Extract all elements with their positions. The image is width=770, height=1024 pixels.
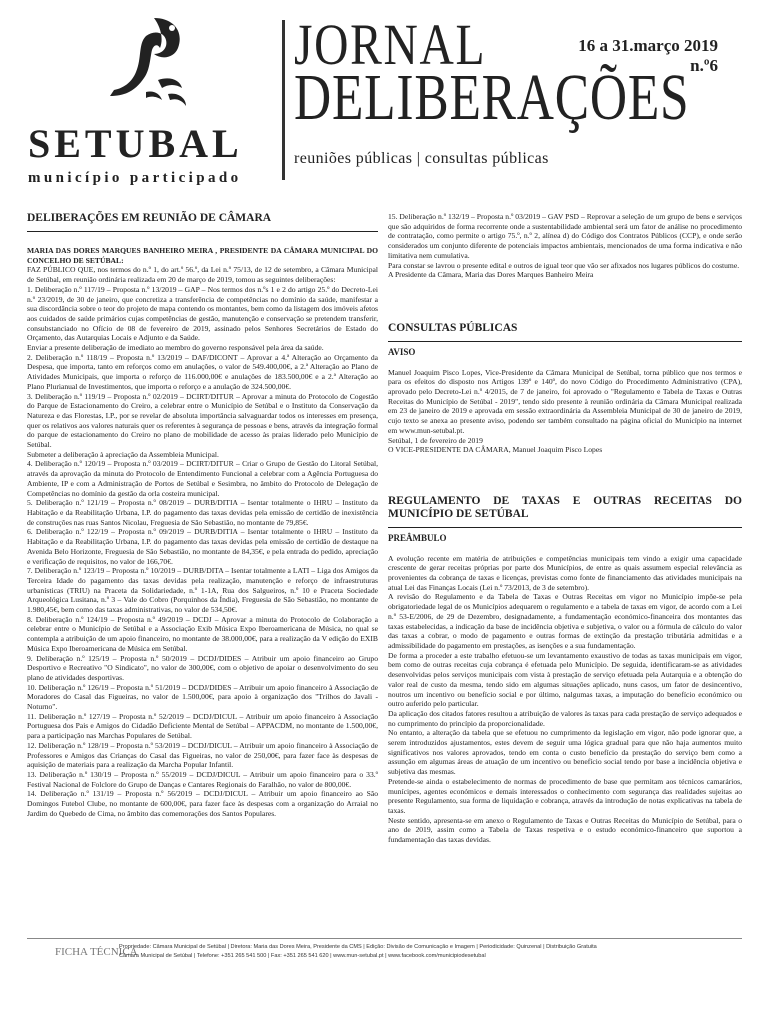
aviso-signature: O VICE-PRESIDENTE DA CÂMARA, Manuel Joaquim Pisco Lopes xyxy=(388,445,603,455)
right-column xyxy=(388,212,742,845)
president-signature: A Presidente da Câmara, Maria das Dores Marques Banheiro Meira xyxy=(388,270,594,280)
section-heading-consultas: CONSULTAS PÚBLICAS xyxy=(388,321,518,334)
deliberation-paragraph: Submeter a deliberação à apreciação da Assembleia Municipal. xyxy=(27,449,219,459)
brand-name: SETUBAL xyxy=(28,121,243,166)
section-heading-deliberacoes: DELIBERAÇÕES EM REUNIÃO DE CÂMARA xyxy=(27,212,272,224)
deliberation-paragraph: 5. Deliberação n.º 121/19 – Proposta n.º 08/2019 – DURB/DITIA – Isentar totalmente o IHRU – Instituto da Habitação e da Reabilitação Urbana, I.P. do pagamento das taxas devidas pela emissão de certidão de inexistência de construções nas ruas Santos Nicolau, Freguesia de São Sebastião, no montante de 79,85€. xyxy=(27,498,378,527)
preambulo-paragraph: De forma a proceder a este trabalho efetuou-se um levantamento exaustivo de todas as taxas municipais em vigor, bem como de outras receitas cuja cobrança é efetuada pelo Município. De seguida, identificaram-se as atividades desenvolvidas pelos serviços municipais com vista à prestação de serviço efetuada pela Autarquia e a obtenção do valor real de custo da mesma, tendo sido em algumas situações aplicado, nuns casos, um fator de desincentivo, noutros um incentivo ou benefício social e por último, nalgumas taxas, a imputação do benefício económico ou outro auferido pelo particular. xyxy=(388,650,742,709)
issue-date: 16 a 31.março 2019 xyxy=(578,36,718,55)
brand-tagline: município participado xyxy=(28,170,242,186)
ficha-tecnica xyxy=(27,938,742,970)
ficha-label: FICHA TÉCNICA xyxy=(55,946,138,958)
deliberation-paragraph: 4. Deliberação n.º 120/19 – Proposta n.º 03/2019 – DCIRT/DITUR – Criar o Grupo de Gestão do Litoral Setúbal, através da aprovação da minuta do Protocolo de Entendimento Funcional a celebrar com a Agência Portuguesa do Ambiente, IP e com a Administração de Portos de Setúbal e Sesimbra, no âmbito do Protocolo de Delegação de Competências no domínio da gestão da orla costeira municipal. xyxy=(27,459,378,498)
footer-line-1: Propriedade: Câmara Municipal de Setúbal | Diretora: Maria das Dores Meira, Presidente da CMS | Edição: Divisão de Comunicação e Imagem | Periodicidade: Quinzenal | Distribuição Gratuita xyxy=(119,944,597,950)
deliberation-15: 15. Deliberação n.º 132/19 – Proposta n.º 03/2019 – GAV PSD – Reprovar a seleção de um grupo de bens e serviços que são adquiridos de forma recorrente onde a sustentabilidade ambiental será um fator de análise no procedimento de contratação, como permite o artigo 75.º, n.º 2, alínea d) do Código dos Contratos Públicos (CCP), e onde serão considerados um conjunto diferente de potenciais impactos ambientais, mencionados de uma forma indicativa e não limitativa nem cumulativa. xyxy=(388,212,742,260)
left-column xyxy=(27,212,378,818)
journal-title-line1: JORNAL xyxy=(294,12,487,77)
deliberation-paragraph: 11. Deliberação n.º 127/19 – Proposta n.º 52/2019 – DCDJ/DICUL – Atribuir um apoio financeiro à Associação Portuguesa dos Pais e Amigos do Cidadão Deficiente Mental de Setúbal – APPACDM, no montante de 1.500,00€, para a participação nas Marchas Populares de Setúbal. xyxy=(27,711,378,741)
masthead-divider xyxy=(282,20,285,180)
deliberation-paragraph: 13. Deliberação n.º 130/19 – Proposta n.º 55/2019 – DCDJ/DICUL – Atribuir um apoio financeiro para o 33.º Festival Nacional de Folclore do Grupo de Danças e Cantares Regionais do Faralhão, no valor de 800,00€. xyxy=(27,769,378,789)
deliberation-paragraph: Enviar a presente deliberação de imediato ao membro do governo responsável pela área da saúde. xyxy=(27,343,324,353)
preambulo-paragraph: A revisão do Regulamento e da Tabela de Taxas e Outras Receitas em vigor no Município impõe-se pela obrigatoriedade legal de os Municípios adequarem o regulamento e a tabela de taxas em vigor, de acordo com a Lei n.º 53-E/2006, de 29 de Dezembro, designadamente, a fundamentação económico-financeira dos montantes das taxas estabelecidas, a indicação da base de incidência objetiva e subjetiva, o valor ou a fórmula de cálculo do valor das taxas a cobrar, o modo de pagamento e outras formas de extinção da prestação tributária admitidas e a admissibilidade do pagamento em prestações, as isenções e a sua fundamentação. xyxy=(388,592,742,650)
deliberation-paragraph: 2. Deliberação n.º 118/19 – Proposta n.º 13/2019 – DAF/DICONT – Aprovar a 4.ª Alteração ao Orçamento da Despesa, que importa, tanto em reforços como em anulações, o valor de 549.400,00€, a 2.ª Alteração ao Plano de Atividades Municipais, que importa o reforço de 116.000,00€ e anulações de 183.500,00€ e a 2.ª Alteração ao Plano Plurianual de Investimentos, que importa o reforço e a anulação de 324.500,00€. xyxy=(27,352,378,391)
deliberation-paragraph: 1. Deliberação n.º 117/19 – Proposta n.º 13/2019 – GAP – Nos termos dos n.ºs 1 e 2 do artigo 25.º do Decreto-Lei n.º 23/2019, de 30 de janeiro, que concretiza a transferência de competências no domínio da saúde, manifestar a sua discordância sobre o teor do projeto de mapa contendo os montantes, bem como da listagem dos imóveis afetos aos cuidados de saúde primários cujas competências de gestão, manutenção e conservação se pretendem transferir, consubstanciado no Ofício de 08 de fevereiro de 2019, assinado pelos Senhores Secretários de Estado do Orçamento, das Autarquias Locais e Adjunto e da Saúde. xyxy=(27,284,378,343)
deliberations-list xyxy=(27,265,378,818)
preambulo-heading: PREÂMBULO xyxy=(388,532,447,543)
deliberation-paragraph: 10. Deliberação n.º 126/19 – Proposta n.º 51/2019 – DCDJ/DIDES – Atribuir um apoio financeiro à Associação de Moradores do Casal das Figueiras, no valor de 1.500,00€, para apoio à organização dos "Trilhos do Javali - Noturno". xyxy=(27,682,378,712)
preambulo-text xyxy=(388,554,742,845)
preambulo-paragraph: Da aplicação dos citados fatores resultou a atribuição de valores às taxas para cada prestação de serviço adequados e no cumprimento do princípio da proporcionalidade. xyxy=(388,708,742,728)
aviso-date: Setúbal, 1 de fevereiro de 2019 xyxy=(388,435,483,445)
deliberation-paragraph: 14. Deliberação n.º 131/19 – Proposta n.º 56/2019 – DCDJ/DICUL – Atribuir um apoio financeiro ao São Domingos Futebol Clube, no montante de 600,00€, para fazer face às despesas com a organização do Arraial no Jardim do Quebedo de Cima, no âmbito das comemorações dos Santos Populares. xyxy=(27,789,378,818)
deliberation-paragraph: 6. Deliberação n.º 122/19 – Proposta n.º 09/2019 – DURB/DITIA – Isentar totalmente o IHRU – Instituto da Habitação e da Reabilitação Urbana, I.P. do pagamento das taxas devidas pela emissão de certidão de destaque na Avenida Belo Horizonte, Freguesia de São Sebastião, no montante de 84,35€, e pela entrada do pedido, apreciação e verificação de requisitos, no valor de 166,70€. xyxy=(27,527,378,566)
preambulo-paragraph: Pretende-se ainda o estabelecimento de normas de procedimento de base que permitam aos técnicos camarários, munícipes, agentes económicos e demais interessados o conhecimento com segurança das realidades sujeitas ao presente Regulamento, sua forma de liquidação e cobrança, através da introdução de notas explicativas na tabela de taxas. xyxy=(388,776,742,815)
deliberation-paragraph: FAZ PÚBLICO QUE, nos termos do n.º 1, do art.º 56.º, da Lei n.º 75/13, de 12 de setembro, a Câmara Municipal de Setúbal, em reunião ordinária realizada em 20 de março de 2019, tomou as seguintes deliberações: xyxy=(27,265,378,285)
divider xyxy=(388,341,742,342)
deliberation-paragraph: 8. Deliberação n.º 124/19 – Proposta n.º 49/2019 – DCDJ – Aprovar a minuta do Protocolo de Colaboração a celebrar entre o Município de Setúbal e a Associação Exib Música Expo Iberoamericana de Música, no qual se contempla a atribuição de um apoio financeiro, no montante de 38.000,00€, para a realização da V edição do EXIB Música Expo Iberoamericana de Música em Setúbal. xyxy=(27,614,378,653)
deliberation-paragraph: 9. Deliberação n.º 125/19 – Proposta n.º 50/2019 – DCDJ/DIDES – Atribuir um apoio financeiro ao Grupo Desportivo e Recreativo "O Sindicato", no valor de 300,00€, com o objetivo de apoiar o desenvolvimento do seu plano de atividades desportivas. xyxy=(27,653,378,682)
masthead xyxy=(0,0,770,200)
aviso-heading: AVISO xyxy=(388,346,416,357)
deliberation-paragraph: 3. Deliberação n.º 119/19 – Proposta n.º 02/2019 – DCIRT/DITUR – Aprovar a minuta do Protocolo de Cogestão do Parque de Estacionamento do Creiro, a celebrar entre o Município de Setúbal e o Instituto da Conservação da Natureza e das Florestas, I.P., por se revelar de absoluta importância salvaguardar todos os interesses em presença, quer os relativos aos valores naturais quer os referentes à segurança de pessoas e bens, através da integração formal do parque de estacionamento do Creiro no plano de mobilidade de acesso às praias liderado pelo Município de Setúbal. xyxy=(27,391,378,450)
setubal-logo xyxy=(18,14,280,194)
preambulo-paragraph: No entanto, a alteração da tabela que se efetuou no cumprimento da legislação em vigor, não pode ignorar que, a serem introduzidos ajustamentos, estes devem de seguir uma lógica gradual para que não haja aumentos muito significativos nos valores aprovados, tendo em conta o custo benefício da prestação do serviço bem como a assunção em algumas áreas de atuação de um incentivo ou benefício social tendo por base a incidência objetiva e subjetiva das mesmas. xyxy=(388,728,742,777)
divider xyxy=(27,231,378,232)
footer-details xyxy=(119,943,739,961)
bird-logo-icon xyxy=(96,14,206,124)
footer-line-2: Câmara Municipal de Setúbal | Telefone: +351 265 541 500 | Fax: +351 265 541 620 | www.mun-setubal.pt | www.facebook.com/municipiodesetubal xyxy=(119,953,486,959)
aviso-text: Manuel Joaquim Pisco Lopes, Vice-Presidente da Câmara Municipal de Setúbal, torna público que nos termos e para os efeitos do disposto nos Artigos 139º e 140º, do novo Código do Procedimento Administrativo (CPA), aprovado pelo Decreto-Lei n.º 4/2015, de 7 de janeiro, foi aprovado o "Regulamento e Tabela de Taxas e Outras Receitas do Município de Setúbal - 2019", tendo sido presente à reunião ordinária da Câmara Municipal realizada em 23 de janeiro de 2019 e aprovada em sessão extraordinária da Assembleia Municipal de 30 de janeiro de 2019, cujo texto se anexa ao presente aviso, podendo ser também consultado na página oficial do Município na internet em www.mun-setubal.pt. xyxy=(388,367,742,435)
divider xyxy=(388,527,742,528)
journal-subtitle: reuniões públicas | consultas públicas xyxy=(294,150,549,167)
preambulo-paragraph: Neste sentido, apresenta-se em anexo o Regulamento de Taxas e Outras Receitas do Município de Setúbal, para o ano de 2019, assim como a Tabela de Taxas respetiva e o estudo económico-financeiro que suportou a fundamentação das taxas devidas. xyxy=(388,815,742,845)
deliberation-paragraph: 12. Deliberação n.º 128/19 – Proposta n.º 53/2019 – DCDJ/DICUL – Atribuir um apoio financeiro à Associação de Professores e Amigos das Crianças do Casal das Figueiras, no valor de 250,00€, para fazer face às despesas de aquisição de materiais para a realização da Marcha Popular Infantil. xyxy=(27,740,378,770)
president-line: MARIA DAS DORES MARQUES BANHEIRO MEIRA , PRESIDENTE DA CÂMARA MUNICIPAL DO CONCELHO DE SETÚBAL: xyxy=(27,246,378,265)
preambulo-paragraph: A evolução recente em matéria de atribuições e competências municipais tem vindo a exigir uma capacidade crescente de gerar receitas próprias por parte dos Municípios, de entre as quais assumem especial relevância as provenientes da cobrança de taxas e licenças, previstas como fonte de financiamento das atividades municipais na atual Lei das Finanças Locais (Lei n.º 73/2013, de 3 de setembro). xyxy=(388,553,742,592)
issue-number: n.º6 xyxy=(690,56,718,75)
journal-title-line2: DELIBERAÇÕES xyxy=(294,60,690,134)
deliberation-paragraph: 7. Deliberação n.º 123/19 – Proposta n.º 10/2019 – DURB/DITA – Isentar totalmente a LATI – Liga dos Amigos da Terceira Idade do pagamento das taxas devidas pela realização, manutenção e reforço de infraestruturas urbanísticas (TRIU) na Praceta da Solidariedade, n.º 1-1A, Rua dos Salgueiros, n.º 10 e Praceta Sociedade Arqueológica Lusitana, n.º 3 – Vale do Cobro (Porquinhos da Índia), Freguesia de São Sebastião, no montante de 1.980,45€, bem como das taxas administrativas, no valor de 534,50€. xyxy=(27,566,378,615)
regulamento-heading: REGULAMENTO DE TAXAS E OUTRAS RECEITAS DO MUNICÍPIO DE SETÚBAL xyxy=(388,494,742,520)
edital-note: Para constar se lavrou o presente edital e outros de igual teor que vão ser afixados nos lugares públicos do costume. xyxy=(388,260,740,270)
